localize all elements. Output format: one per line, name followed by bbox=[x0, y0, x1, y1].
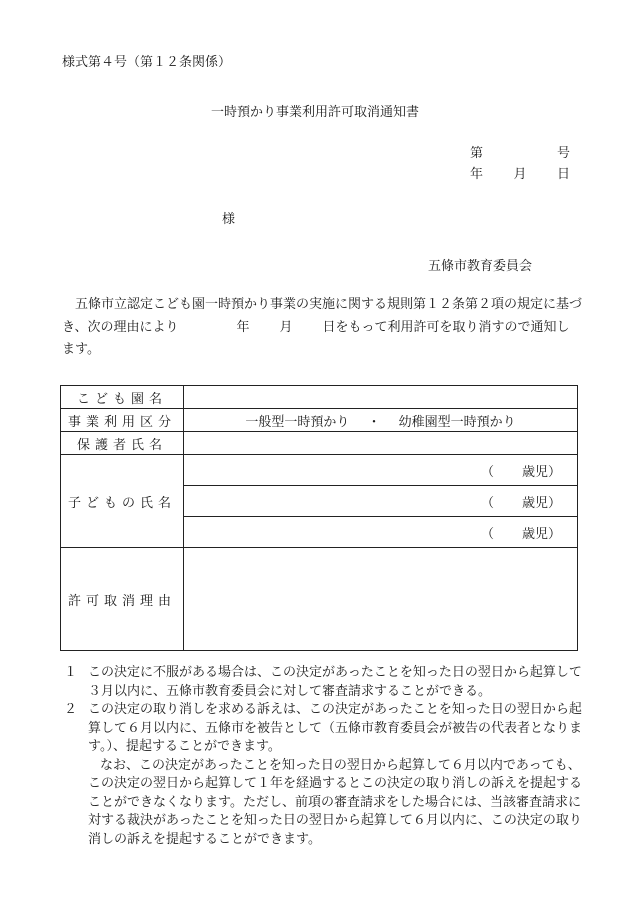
child-name-label: 子どもの氏名 bbox=[61, 455, 184, 548]
table-row bbox=[61, 386, 578, 409]
usage-type-options bbox=[184, 409, 578, 432]
document-number bbox=[470, 142, 570, 161]
note-number: １ bbox=[64, 665, 78, 680]
revocation-reason-field[interactable] bbox=[184, 548, 578, 651]
body-month: 月 bbox=[279, 319, 293, 335]
doc-number-prefix: 第 bbox=[470, 146, 484, 161]
table-row bbox=[61, 432, 578, 455]
document-date bbox=[470, 163, 570, 182]
form-number: 様式第４号（第１２条関係） bbox=[62, 55, 232, 70]
body-paragraph bbox=[62, 294, 582, 362]
table-row bbox=[61, 548, 578, 651]
notes-section bbox=[64, 664, 584, 849]
body-year: 年 bbox=[236, 319, 250, 335]
age-close: 歳児） bbox=[521, 495, 561, 511]
body-part2: 日をもって利用許可を取り消すので通知します。 bbox=[62, 319, 570, 357]
date-day: 日 bbox=[556, 167, 570, 182]
note-number: ２ bbox=[64, 702, 78, 717]
table-row bbox=[61, 455, 578, 486]
child-name-field-2[interactable] bbox=[184, 486, 578, 517]
usage-type-label: 事業利用区分 bbox=[61, 409, 184, 432]
child-name-field-1[interactable] bbox=[184, 455, 578, 486]
school-name-field[interactable] bbox=[184, 386, 578, 409]
usage-type-separator: ・ bbox=[367, 414, 381, 430]
date-month: 月 bbox=[513, 167, 527, 182]
note-item bbox=[64, 664, 584, 701]
age-open: （ bbox=[480, 526, 494, 542]
table-row bbox=[61, 409, 578, 432]
note-text: この決定の取り消しを求める訴えは、この決定があったことを知った日の翌日から起算して６月以内に、五條市を被告として（五條市教育委員会が被告の代表者となります。）、提起することができます。 bbox=[88, 702, 583, 754]
age-open: （ bbox=[480, 464, 494, 480]
age-close: 歳児） bbox=[521, 526, 561, 542]
guardian-name-label: 保護者氏名 bbox=[61, 432, 184, 455]
guardian-name-field[interactable] bbox=[184, 432, 578, 455]
child-name-field-3[interactable] bbox=[184, 517, 578, 548]
issuer-name: 五條市教育委員会 bbox=[428, 259, 533, 274]
body-part1: 五條市立認定こども園一時預かり事業の実施に関する規則第１２条第２項の規定に基づき、次の理由により bbox=[62, 297, 583, 335]
usage-type-general[interactable]: 一般型一時預かり bbox=[245, 414, 350, 430]
addressee: 様 bbox=[222, 212, 236, 227]
document-title: 一時預かり事業利用許可取消通知書 bbox=[210, 105, 419, 120]
note-text: この決定に不服がある場合は、この決定があったことを知った日の翌日から起算して３月以内に、五條市教育委員会に対して審査請求することができる。 bbox=[88, 665, 582, 699]
revocation-reason-label: 許可取消理由 bbox=[61, 548, 184, 651]
date-year: 年 bbox=[470, 167, 484, 182]
note-item bbox=[64, 701, 584, 849]
doc-number-suffix: 号 bbox=[556, 146, 570, 161]
age-open: （ bbox=[480, 495, 494, 511]
school-name-label: こども園名 bbox=[61, 386, 184, 409]
age-close: 歳児） bbox=[521, 464, 561, 480]
note-text-continued: なお、この決定があったことを知った日の翌日から起算して６月以内であっても、この決定の翌日から起算して１年を経過するとこの決定の取り消しの訴えを提起することができなくなります。ただし、前項の審査請求をした場合には、当該審査請求に対する裁決があったことを知った日の翌日から起算して６月以内に、この決定の取り消しの訴えを提起することができます。 bbox=[88, 757, 583, 847]
usage-type-kindergarten[interactable]: 幼稚園型一時預かり bbox=[398, 414, 516, 430]
info-table bbox=[60, 385, 578, 651]
